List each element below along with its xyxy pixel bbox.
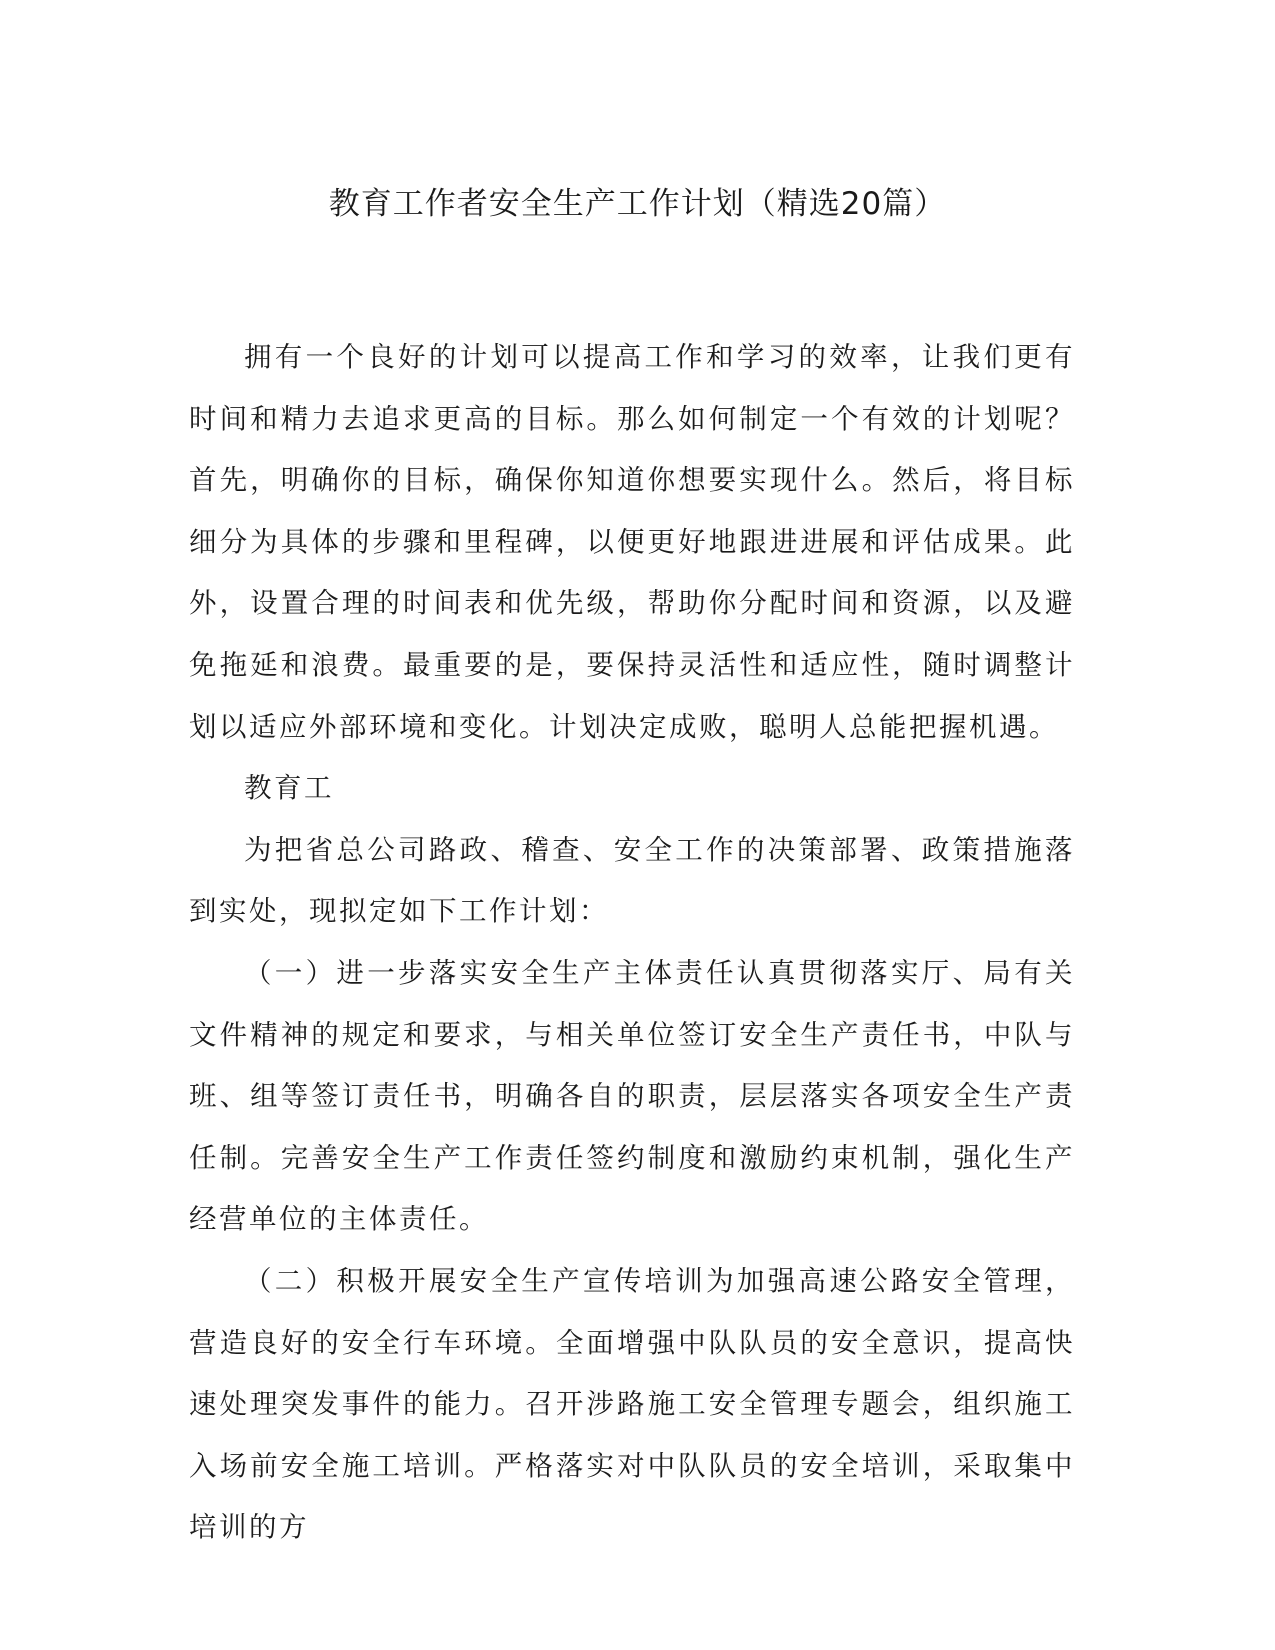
- plan-purpose-paragraph: 为把省总公司路政、稽查、安全工作的决策部署、政策措施落到实处，现拟定如下工作计划：: [189, 833, 1075, 928]
- document-title: 教育工作者安全生产工作计划（精选20篇）: [328, 186, 947, 222]
- item-one-paragraph: （一）进一步落实安全生产主体责任认真贯彻落实厅、局有关文件精神的规定和要求，与相关单位签订安全生产责任书，中队与班、组等签订责任书，明确各自的职责，层层落实各项安全生产责任制。完善安全生产工作责任签约制度和激励约束机制，强化生产经营单位的主体责任。: [189, 956, 1075, 1236]
- intro-paragraph: 拥有一个良好的计划可以提高工作和学习的效率，让我们更有时间和精力去追求更高的目标。那么如何制定一个有效的计划呢？首先，明确你的目标，确保你知道你想要实现什么。然后，将目标细分为具体的步骤和里程碑，以便更好地跟进进展和评估成果。此外，设置合理的时间表和优先级，帮助你分配时间和资源，以及避免拖延和浪费。最重要的是，要保持灵活性和适应性，随时调整计划以适应外部环境和变化。计划决定成败，聪明人总能把握机遇。: [189, 341, 1075, 743]
- item-two-paragraph: （二）积极开展安全生产宣传培训为加强高速公路安全管理，营造良好的安全行车环境。全面增强中队队员的安全意识，提高快速处理突发事件的能力。召开涉路施工安全管理专题会，组织施工入场前安全施工培训。严格落实对中队队员的安全培训，采取集中培训的方: [189, 1264, 1075, 1544]
- document-body: [189, 327, 1075, 1559]
- section-fragment-paragraph: 教育工: [244, 772, 334, 805]
